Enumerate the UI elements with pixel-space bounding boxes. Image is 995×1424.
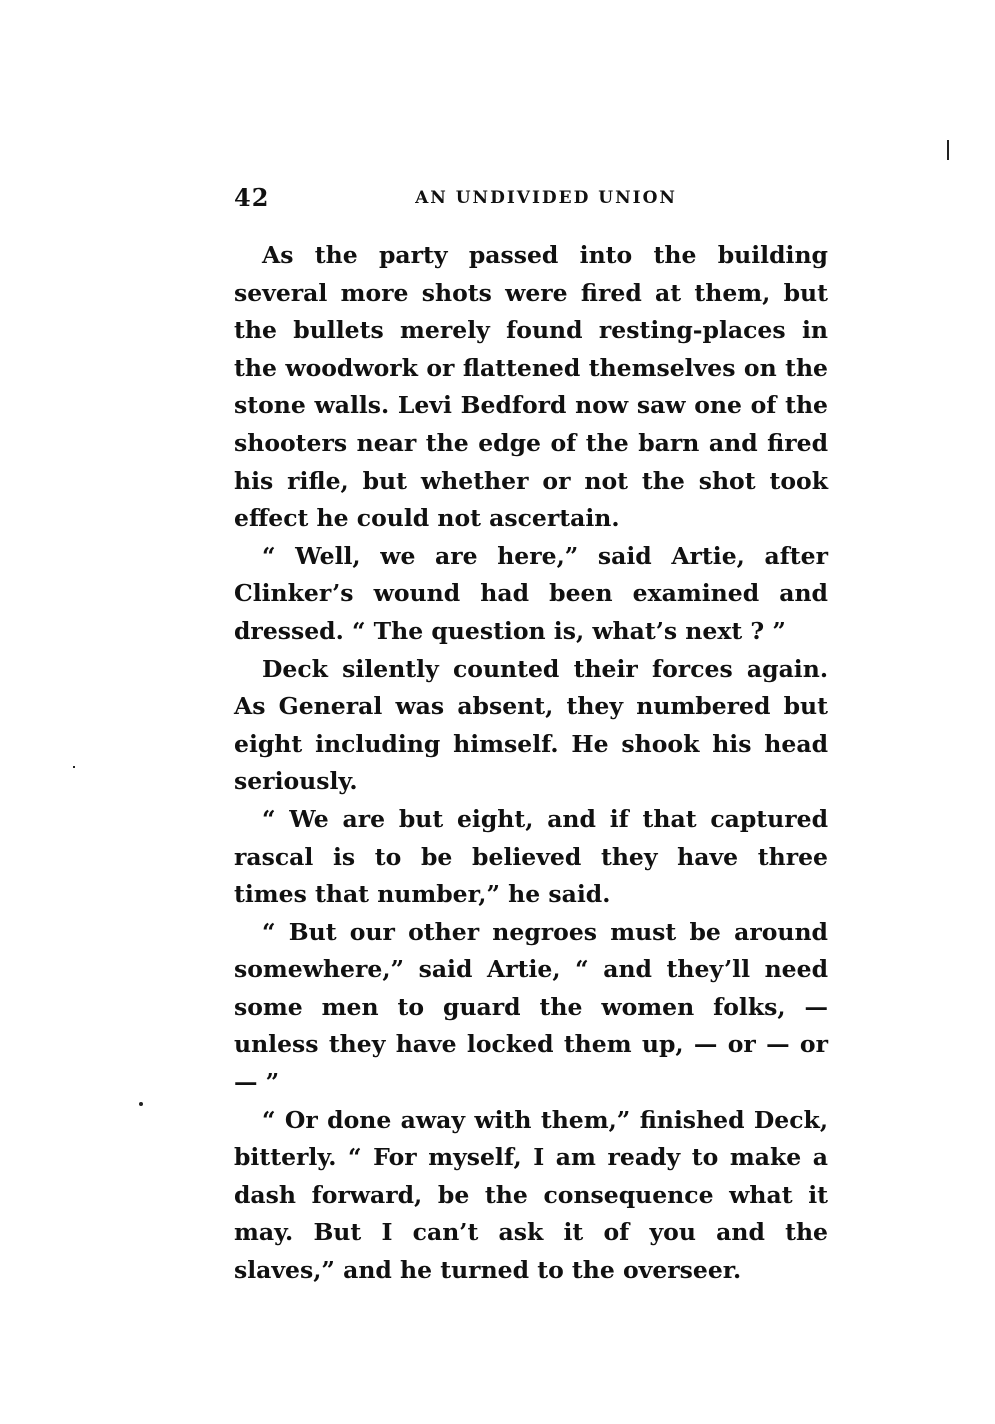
running-head [234,183,828,215]
paragraph: As the party passed into the building several more shots were fired at them, but the bullets merely found resting-places in the woodwork or flattened themselves on the stone walls. Levi Bedford now saw one of the shooters near the edge of the barn and fired his rifle, but whether or not the shot took effect he could not ascertain. [234,241,828,533]
margin-speck [73,766,75,768]
paragraph: “ But our other negroes must be around somewhere,” said Artie, “ and they’ll need some men to guard the women folks, — unless they have locked them up, — or — or — ” [234,917,828,1097]
page-number: 42 [234,183,270,212]
paragraph: “ Well, we are here,” said Artie, after Clinker’s wound had been examined and dressed. “ The question is, what’s next ? ” [234,541,828,645]
paragraph: “ We are but eight, and if that captured rascal is to be believed they have three times that number,” he said. [234,804,828,909]
margin-mark [947,140,949,160]
paragraph: Deck silently counted their forces again. As General was absent, they numbered but eight including himself. He shook his head seriously. [234,654,828,796]
body-text [234,237,828,1290]
margin-speck [139,1102,143,1106]
paragraph: “ Or done away with them,” finished Deck, bitterly. “ For myself, I am ready to make a dash forward, be the consequence what it may. But I can’t ask it of you and the slaves,” and he turned to the overseer. [234,1105,828,1285]
running-title: AN UNDIVIDED UNION [415,188,677,208]
